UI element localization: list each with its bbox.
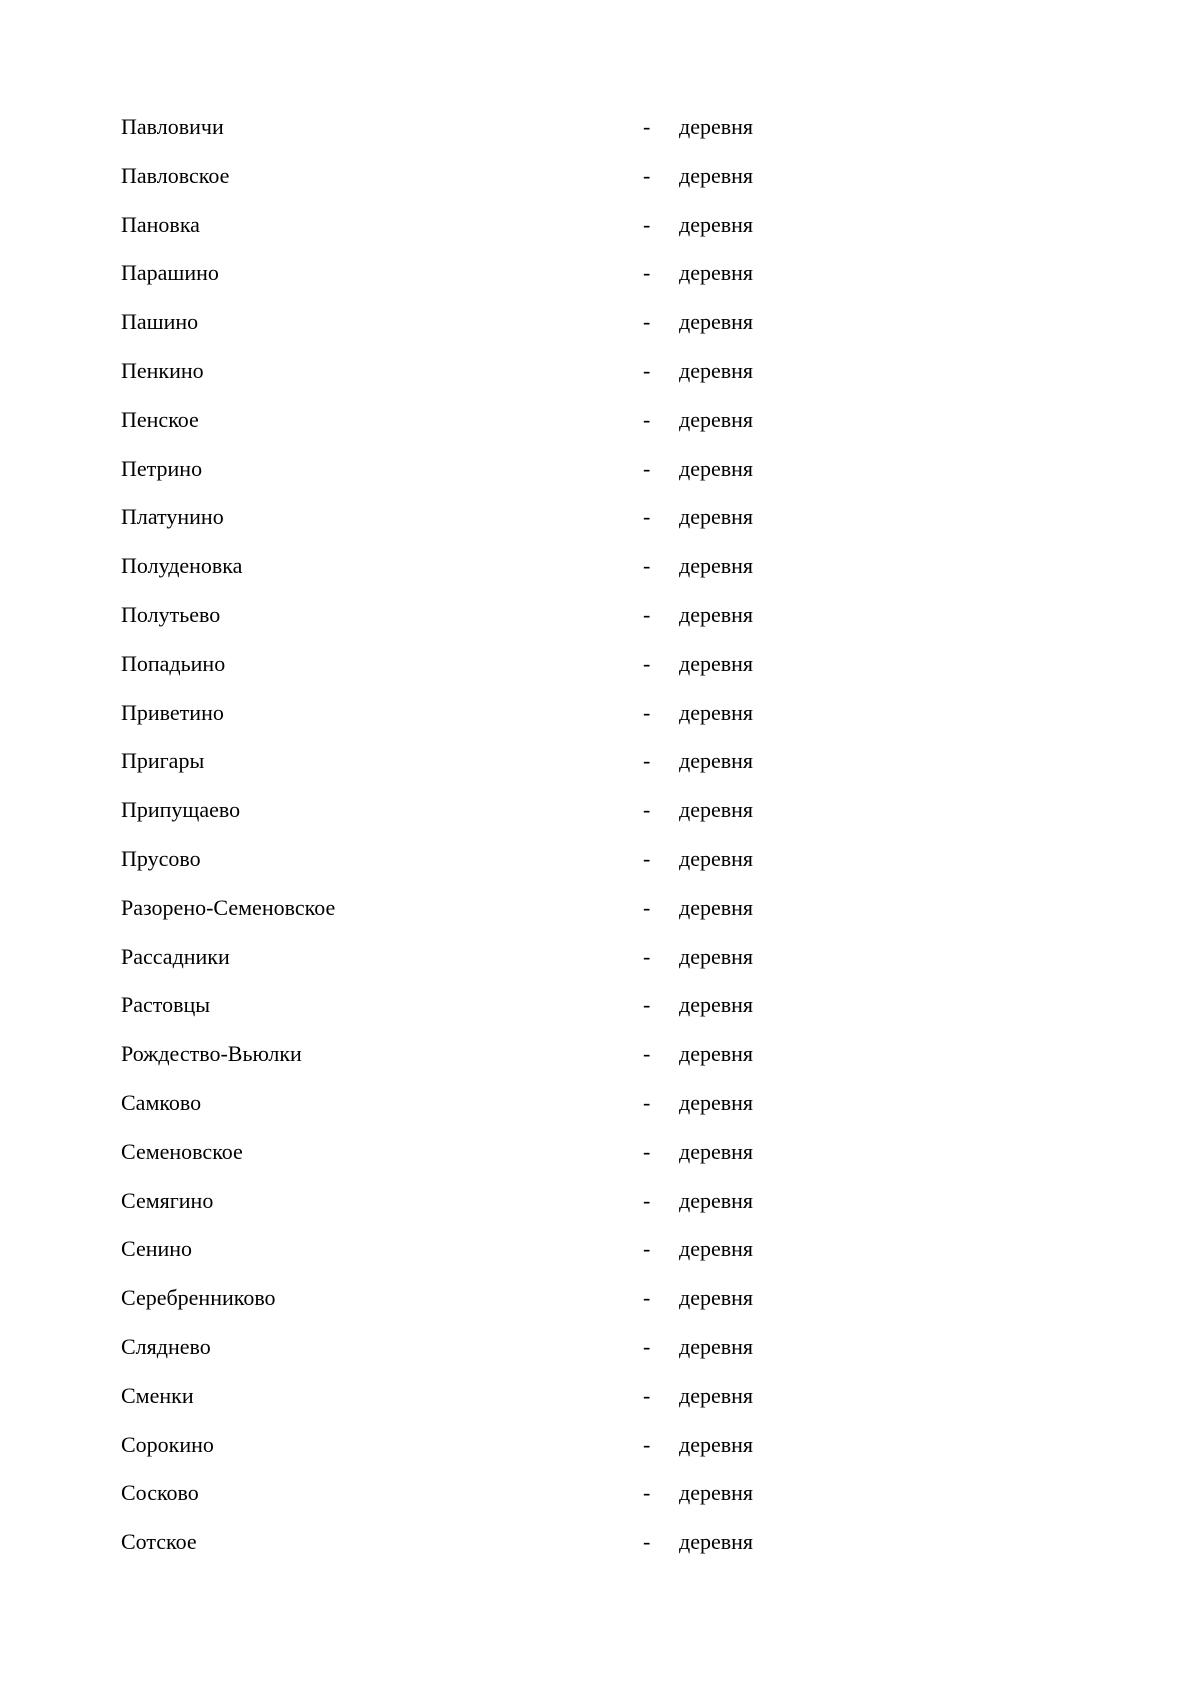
settlement-name: Семеновское [121,1138,243,1164]
list-item [121,938,821,987]
separator-dash: - [643,992,651,1018]
settlement-name: Серебренниково [121,1285,276,1311]
settlement-type: деревня [679,650,754,676]
settlement-name: Сотское [121,1529,197,1555]
list-item [121,840,821,889]
separator-dash: - [643,650,651,676]
settlement-type: деревня [679,845,754,871]
separator-dash: - [643,357,651,383]
settlement-name: Семягино [121,1187,214,1213]
settlement-name: Павловское [121,162,230,188]
settlement-name: Сляднево [121,1333,211,1359]
separator-dash: - [643,1285,651,1311]
separator-dash: - [643,1138,651,1164]
separator-dash: - [643,748,651,774]
separator-dash: - [643,845,651,871]
settlement-list [121,108,821,1572]
separator-dash: - [643,1089,651,1115]
separator-dash: - [643,894,651,920]
separator-dash: - [643,1333,651,1359]
settlement-type: деревня [679,1382,754,1408]
settlement-name: Припущаево [121,797,241,823]
list-item [121,1279,821,1328]
list-item [121,596,821,645]
settlement-type: деревня [679,357,754,383]
separator-dash: - [643,162,651,188]
list-item [121,157,821,206]
list-item [121,889,821,938]
settlement-name: Сорокино [121,1431,214,1457]
settlement-type: деревня [679,1236,754,1262]
settlement-type: деревня [679,894,754,920]
separator-dash: - [643,260,651,286]
settlement-name: Пригары [121,748,205,774]
separator-dash: - [643,1431,651,1457]
list-item [121,694,821,743]
list-item [121,206,821,255]
list-item [121,742,821,791]
separator-dash: - [643,1529,651,1555]
separator-dash: - [643,1187,651,1213]
separator-dash: - [643,309,651,335]
settlement-type: деревня [679,992,754,1018]
settlement-name: Рассадники [121,943,230,969]
separator-dash: - [643,797,651,823]
settlement-type: деревня [679,601,754,627]
list-item [121,450,821,499]
settlement-type: деревня [679,1431,754,1457]
list-item [121,986,821,1035]
settlement-type: деревня [679,748,754,774]
list-item [121,1084,821,1133]
settlement-type: деревня [679,797,754,823]
list-item [121,1035,821,1084]
settlement-type: деревня [679,1333,754,1359]
separator-dash: - [643,211,651,237]
separator-dash: - [643,1382,651,1408]
settlement-type: деревня [679,1285,754,1311]
list-item [121,1182,821,1231]
settlement-name: Пенкино [121,357,204,383]
separator-dash: - [643,406,651,432]
separator-dash: - [643,1236,651,1262]
list-item [121,303,821,352]
list-item [121,1523,821,1572]
settlement-type: деревня [679,455,754,481]
settlement-name: Прусово [121,845,201,871]
settlement-name: Приветино [121,699,224,725]
settlement-type: деревня [679,1089,754,1115]
settlement-type: деревня [679,1187,754,1213]
list-item [121,1230,821,1279]
list-item [121,1426,821,1475]
settlement-type: деревня [679,943,754,969]
settlement-type: деревня [679,1041,754,1067]
settlement-name: Пановка [121,211,200,237]
list-item [121,547,821,596]
settlement-name: Попадьино [121,650,226,676]
settlement-type: деревня [679,504,754,530]
settlement-name: Разорено-Семеновское [121,894,336,920]
settlement-type: деревня [679,1529,754,1555]
separator-dash: - [643,553,651,579]
list-item [121,108,821,157]
separator-dash: - [643,1041,651,1067]
settlement-name: Павловичи [121,114,224,139]
list-item [121,1328,821,1377]
list-item [121,254,821,303]
settlement-name: Пенское [121,406,199,432]
separator-dash: - [643,601,651,627]
settlement-type: деревня [679,260,754,286]
separator-dash: - [643,699,651,725]
settlement-name: Сенино [121,1236,193,1262]
separator-dash: - [643,114,651,139]
settlement-type: деревня [679,309,754,335]
settlement-type: деревня [679,114,754,139]
settlement-name: Полуденовка [121,553,243,579]
settlement-type: деревня [679,406,754,432]
settlement-name: Парашино [121,260,219,286]
settlement-name: Рождество-Вьюлки [121,1041,302,1067]
settlement-name: Самково [121,1089,202,1115]
settlement-name: Сосково [121,1480,199,1506]
list-item [121,645,821,694]
list-item [121,791,821,840]
separator-dash: - [643,943,651,969]
settlement-type: деревня [679,699,754,725]
separator-dash: - [643,504,651,530]
separator-dash: - [643,455,651,481]
settlement-name: Петрино [121,455,203,481]
settlement-name: Сменки [121,1382,194,1408]
settlement-name: Пашино [121,309,199,335]
list-item [121,1377,821,1426]
separator-dash: - [643,1480,651,1506]
settlement-name: Платунино [121,504,224,530]
list-item [121,352,821,401]
list-item [121,1133,821,1182]
settlement-type: деревня [679,1480,754,1506]
settlement-name: Полутьево [121,601,221,627]
list-item [121,1474,821,1523]
settlement-type: деревня [679,211,754,237]
settlement-name: Растовцы [121,992,211,1018]
list-item [121,401,821,450]
settlement-type: деревня [679,553,754,579]
settlement-type: деревня [679,162,754,188]
list-item [121,498,821,547]
settlement-type: деревня [679,1138,754,1164]
